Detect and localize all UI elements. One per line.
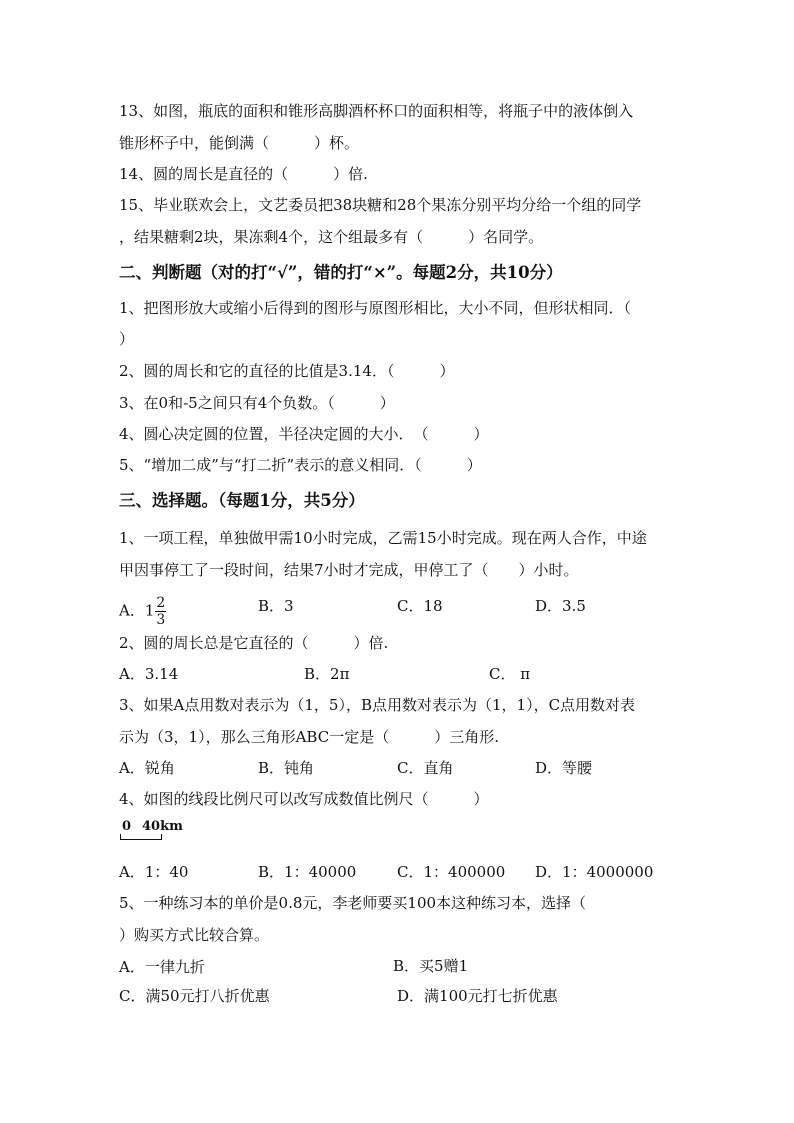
question-14: 14、圆的周长是直径的（ ）倍. bbox=[119, 165, 368, 183]
judge-2: 2、圆的周长和它的直径的比值是3.14．（ ） bbox=[119, 362, 455, 380]
judge-5: 5、“增加二成”与“打二折”表示的意义相同．（ ） bbox=[119, 456, 482, 474]
choice-4-option-a: A．1：40 bbox=[119, 863, 189, 881]
scale-distance-label: 40km bbox=[142, 819, 183, 834]
scale-zero-label: 0 bbox=[122, 819, 132, 834]
fraction-numerator: 2 bbox=[156, 595, 166, 611]
choice-4: 4、如图的线段比例尺可以改写成数值比例尺（ ） bbox=[119, 790, 489, 808]
judge-1-line-1: 1、把图形放大或缩小后得到的图形与原图形相比，大小不同，但形状相同．（ bbox=[119, 299, 632, 317]
choice-5-option-b: B．买5赠1 bbox=[393, 957, 469, 975]
fraction bbox=[155, 595, 166, 628]
choice-1-line-1: 1、一项工程，单独做甲需10小时完成，乙需15小时完成。现在两人合作，中途 bbox=[119, 529, 647, 547]
choice-5-option-a: A．一律九折 bbox=[119, 958, 205, 976]
question-15-line-2: ，结果糖剩2块，果冻剩4个，这个组最多有（ ）名同学。 bbox=[119, 228, 544, 246]
choice-1-line-2: 甲因事停工了一段时间，结果7小时才完成，甲停工了（ ）小时。 bbox=[119, 561, 579, 579]
choice-4-option-d: D．1：4000000 bbox=[535, 863, 654, 881]
judge-1-line-2: ） bbox=[119, 330, 135, 348]
choice-5-line-2: ）购买方式比较合算。 bbox=[119, 926, 270, 944]
choice-1-option-a bbox=[119, 595, 166, 628]
section-3-title: 三、选择题。（每题1分，共5分） bbox=[119, 491, 365, 510]
fraction-denominator: 3 bbox=[156, 612, 166, 628]
choice-3-option-a: A．锐角 bbox=[119, 759, 175, 777]
judge-4: 4、圆心决定圆的位置，半径决定圆的大小． （ ） bbox=[119, 425, 489, 443]
question-13-line-1: 13、如图，瓶底的面积和锥形高脚酒杯杯口的面积相等，将瓶子中的液体倒入 bbox=[119, 102, 634, 120]
choice-1-option-a-prefix: A．1 bbox=[119, 601, 155, 620]
choice-3-line-1: 3、如果A点用数对表示为（1，5），B点用数对表示为（1，1），C点用数对表 bbox=[119, 696, 636, 714]
choice-2: 2、圆的周长总是它直径的（ ）倍. bbox=[119, 634, 389, 652]
choice-2-option-c: C． π bbox=[489, 665, 531, 683]
choice-2-option-a: A．3.14 bbox=[119, 665, 179, 683]
choice-1-option-b: B．3 bbox=[258, 597, 294, 615]
judge-3: 3、在0和-5之间只有4个负数。（ ） bbox=[119, 394, 395, 412]
choice-2-option-b: B．2π bbox=[304, 665, 350, 683]
choice-3-option-c: C．直角 bbox=[397, 759, 454, 777]
question-15-line-1: 15、毕业联欢会上，文艺委员把38块糖和28个果冻分别平均分给一个组的同学 bbox=[119, 196, 642, 214]
choice-3-option-b: B．钝角 bbox=[258, 759, 315, 777]
choice-3-option-d: D．等腰 bbox=[535, 759, 593, 777]
choice-3-line-2: 示为（3，1），那么三角形ABC一定是（ ）三角形. bbox=[119, 728, 499, 746]
choice-4-option-c: C．1：400000 bbox=[397, 863, 506, 881]
question-13-line-2: 锥形杯子中，能倒满（ ）杯。 bbox=[119, 134, 360, 152]
scale-bar bbox=[120, 834, 162, 840]
choice-1-option-c: C．18 bbox=[397, 597, 443, 615]
choice-1-option-d: D．3.5 bbox=[535, 597, 586, 615]
choice-5-option-d: D．满100元打七折优惠 bbox=[397, 987, 558, 1005]
section-2-title: 二、判断题（对的打“√”，错的打“×”。每题2分，共10分） bbox=[119, 263, 563, 282]
choice-5-option-c: C．满50元打八折优惠 bbox=[119, 987, 270, 1005]
choice-4-option-b: B．1：40000 bbox=[258, 863, 357, 881]
choice-5-line-1: 5、一种练习本的单价是0.8元，李老师要买100本这种练习本，选择（ bbox=[119, 894, 587, 912]
